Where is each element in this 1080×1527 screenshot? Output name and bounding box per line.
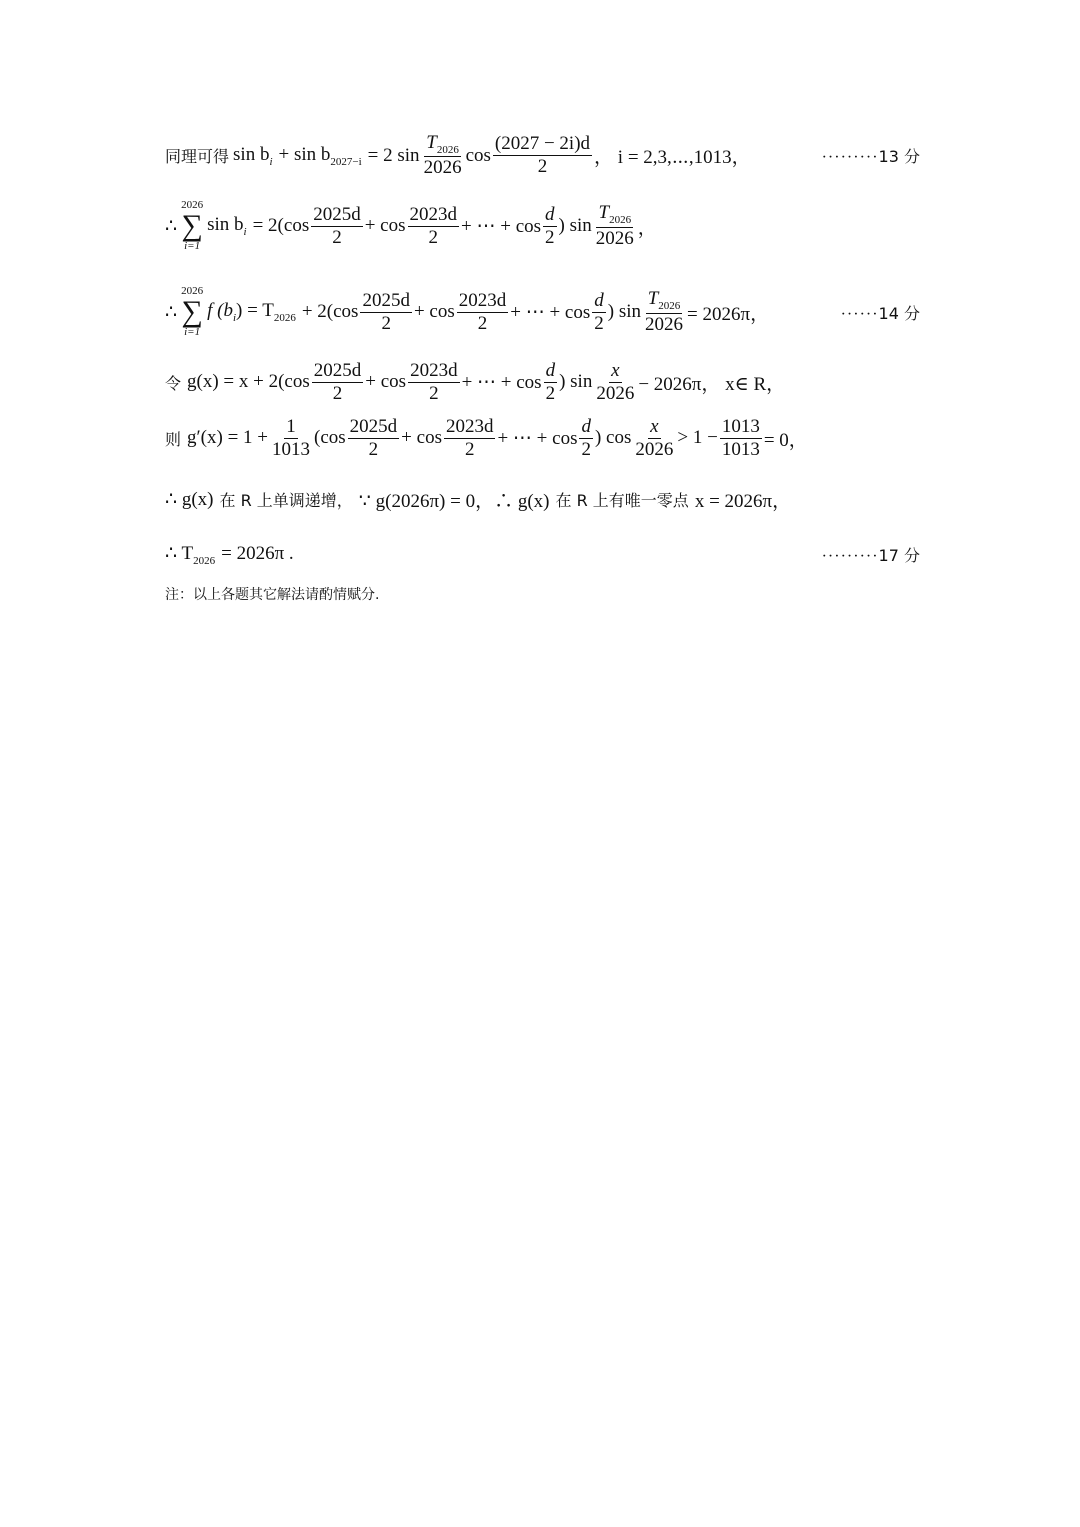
expr: ) sin (607, 301, 642, 322)
footnote: 注：以上各题其它解法请酌情赋分. (165, 587, 380, 603)
expr: ， i = 2,3,⋯,1013， (594, 147, 751, 169)
expr: x = 2026π， (694, 491, 792, 512)
expr: + cos (413, 301, 455, 322)
fraction: $\frac{1}{1013}$ (272, 416, 311, 460)
expr: ∵ g(2026π) = 0，∴ g(x) (358, 491, 550, 512)
fraction: $\frac{x}{2026}$ (635, 416, 674, 460)
summation: 2026 ∑ i=1 (181, 285, 204, 338)
fraction: $\frac{2025d}{2}$ (362, 289, 410, 334)
expr: $\sin b_i$ (207, 214, 247, 238)
fraction: $\frac{T_{2026}}{2026}$ (423, 132, 462, 179)
expr: = 2 sin (367, 144, 420, 166)
fraction: $\frac{d}{2}$ (581, 416, 591, 460)
summation: 2026 ∑ i=1 (181, 199, 204, 252)
solution-line-4 (165, 360, 920, 405)
solution-line-5 (165, 416, 920, 461)
fraction: $\frac{d}{2}$ (545, 360, 556, 404)
expr: ) = $T_{2026}$ (236, 300, 296, 324)
solution-line-1 (165, 132, 920, 179)
therefore-symbol: ∴ (165, 215, 178, 237)
fraction: $\frac{d}{2}$ (545, 203, 555, 248)
fraction: $\frac{2025d}{2}$ (313, 360, 362, 404)
expr: $\sin b_i$ (233, 143, 273, 168)
expr: ∴ $T_{2026}$ (165, 543, 216, 567)
expr: + ⋯ + cos (510, 301, 591, 323)
fraction: $\frac{(2027 - 2i)d}{2}$ (494, 133, 591, 178)
expr: ) sin (558, 215, 592, 236)
score-mark: ·········13 分 (821, 147, 920, 167)
expr: + ⋯ + cos (497, 427, 578, 449)
expr: = 0， (763, 429, 808, 451)
expr: − 2026π， x∈ R， (638, 373, 786, 395)
fraction: $\frac{x}{2026}$ (596, 360, 635, 404)
score-mark: ······14 分 (840, 303, 920, 323)
solution-line-7 (165, 542, 920, 567)
expr: + $\sin b_{2027-i}$ (278, 143, 362, 168)
fraction: $\frac{2023d}{2}$ (410, 360, 458, 404)
prefix-text: 同理可得 (165, 147, 230, 167)
text: 在 R 上有唯一零点 (555, 491, 689, 510)
text: 在 R 上单调递增， (219, 491, 353, 510)
solution-line-6 (165, 486, 920, 513)
fraction: $\frac{2023d}{2}$ (458, 289, 507, 334)
fraction: $\frac{T_{2026}}{2026}$ (645, 288, 684, 335)
fraction: $\frac{2025d}{2}$ (313, 203, 361, 248)
expr: = 2026π . (221, 543, 294, 565)
expr: f ($b_i$ (207, 300, 237, 324)
expr: (cos (314, 427, 346, 449)
expr: g(x) = x + 2(cos (187, 371, 310, 393)
expr: cos (465, 144, 491, 166)
fraction: $\frac{1013}{1013}$ (721, 416, 760, 460)
therefore-symbol: ∴ (165, 301, 178, 323)
solution-line-2 (165, 200, 920, 252)
prefix-text: 令 (165, 373, 182, 393)
expr: + cos (365, 371, 407, 393)
fraction: $\frac{d}{2}$ (594, 289, 604, 334)
expr: g′(x) = 1 + (187, 427, 269, 449)
expr: > 1 − (677, 427, 718, 449)
fraction: $\frac{2023d}{2}$ (445, 416, 494, 460)
solution-line-3 (165, 286, 920, 338)
expr: ， (637, 217, 657, 239)
prefix-text: 则 (165, 429, 182, 449)
expr: + cos (364, 215, 406, 236)
score-mark: ·········17 分 (821, 545, 920, 565)
expr: + ⋯ + cos (461, 215, 542, 237)
expr: = 2(cos (252, 215, 310, 236)
expr: + 2(cos (301, 301, 359, 322)
expr: ∴ g(x) (165, 489, 214, 510)
expr: ) cos (594, 427, 632, 449)
expr: = 2026π， (687, 303, 770, 325)
fraction: $\frac{T_{2026}}{2026}$ (595, 202, 634, 249)
fraction: $\frac{2023d}{2}$ (409, 203, 458, 248)
expr: ) sin (559, 371, 593, 393)
fraction: $\frac{2025d}{2}$ (349, 416, 398, 460)
expr: + ⋯ + cos (461, 371, 542, 393)
expr: + cos (401, 427, 442, 449)
